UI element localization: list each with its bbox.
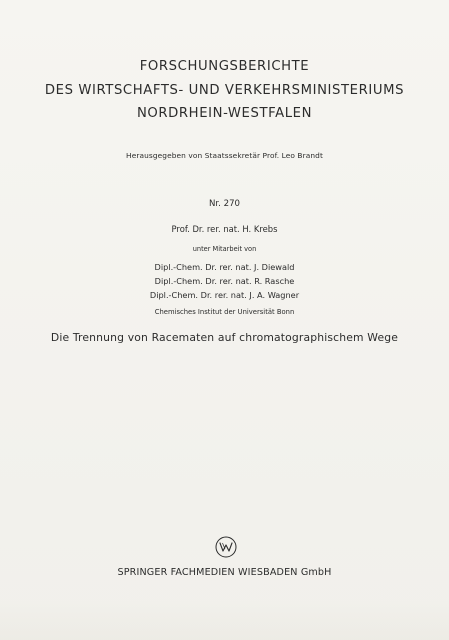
editor-line: Herausgegeben von Staatssekretär Prof. Leo Brandt bbox=[126, 151, 323, 160]
collaboration-label: unter Mitarbeit von bbox=[192, 245, 257, 253]
author-name: Prof. Dr. rer. nat. H. Krebs bbox=[171, 224, 278, 234]
springer-w-logo-icon bbox=[215, 536, 237, 558]
report-number: Nr. 270 bbox=[208, 199, 241, 209]
institution-line: Chemisches Institut der Universität Bonn bbox=[154, 308, 295, 316]
series-title-line-2: DES WIRTSCHAFTS- UND VERKEHRSMINISTERIUMS bbox=[44, 83, 405, 98]
coauthor-2: Dipl.-Chem. Dr. rer. nat. R. Rasche bbox=[154, 276, 295, 286]
series-title-line-3: NORDRHEIN-WESTFALEN bbox=[136, 106, 313, 121]
series-title-line-1: FORSCHUNGSBERICHTE bbox=[139, 59, 310, 74]
publisher-name: SPRINGER FACHMEDIEN WIESBADEN GmbH bbox=[117, 567, 332, 578]
paper-edge-shading bbox=[0, 600, 449, 640]
coauthor-1: Dipl.-Chem. Dr. rer. nat. J. Diewald bbox=[154, 262, 295, 272]
book-title: Die Trennung von Racematen auf chromatographischem Wege bbox=[50, 331, 399, 344]
coauthor-3: Dipl.-Chem. Dr. rer. nat. J. A. Wagner bbox=[149, 290, 300, 300]
